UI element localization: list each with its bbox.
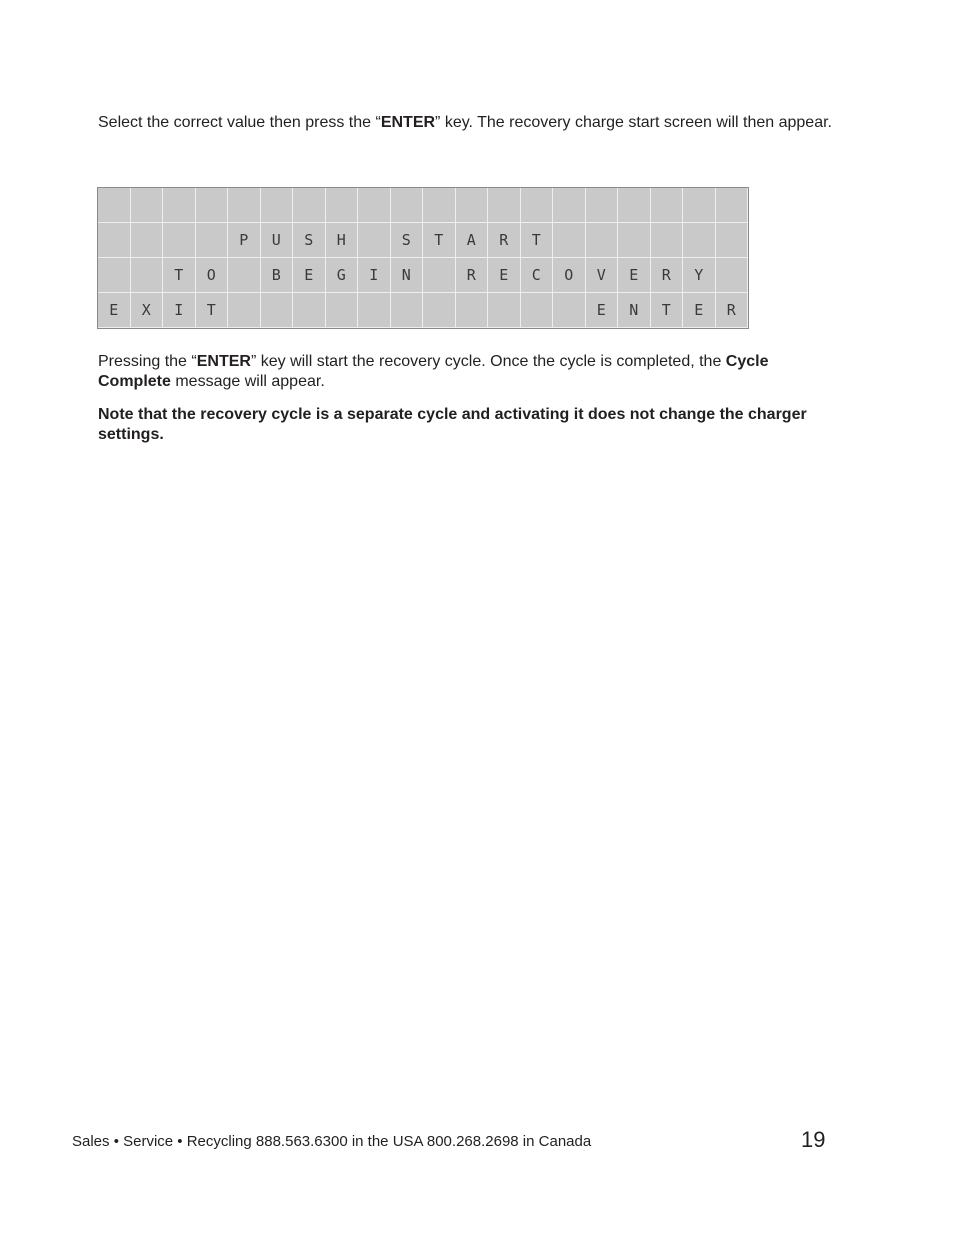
- lcd-char-cell: E: [488, 258, 521, 293]
- intro-text-after: ” key. The recovery charge start screen will then appear.: [435, 114, 832, 131]
- lcd-char-cell: [131, 258, 164, 293]
- lcd-char-cell: [196, 223, 229, 258]
- lcd-char-cell: S: [293, 223, 326, 258]
- lcd-char-cell: U: [261, 223, 294, 258]
- lcd-char-cell: [716, 223, 749, 258]
- lcd-char-cell: [131, 188, 164, 223]
- lcd-char-cell: [586, 188, 619, 223]
- page-number: 19: [801, 1127, 826, 1152]
- lcd-char-cell: E: [586, 293, 619, 328]
- lcd-char-cell: B: [261, 258, 294, 293]
- lcd-char-cell: I: [163, 293, 196, 328]
- lcd-char-cell: [228, 188, 261, 223]
- lcd-char-cell: [553, 293, 586, 328]
- note-paragraph: Note that the recovery cycle is a separate cycle and activating it does not change the charger settings.: [98, 406, 807, 443]
- lcd-char-cell: [423, 188, 456, 223]
- lcd-char-cell: O: [553, 258, 586, 293]
- lcd-char-cell: [716, 188, 749, 223]
- lcd-char-cell: Y: [683, 258, 716, 293]
- lcd-char-cell: T: [521, 223, 554, 258]
- cycle-complete-label: Cycle Complete: [98, 353, 769, 390]
- lcd-char-cell: [521, 188, 554, 223]
- lcd-char-cell: [651, 188, 684, 223]
- lcd-char-cell: [423, 293, 456, 328]
- lcd-char-cell: T: [163, 258, 196, 293]
- lcd-char-cell: [196, 188, 229, 223]
- lcd-char-cell: G: [326, 258, 359, 293]
- lcd-char-cell: [228, 258, 261, 293]
- lcd-char-cell: V: [586, 258, 619, 293]
- lcd-char-cell: [358, 223, 391, 258]
- lcd-char-cell: C: [521, 258, 554, 293]
- lcd-char-cell: [293, 293, 326, 328]
- lcd-char-cell: [326, 188, 359, 223]
- lcd-char-cell: S: [391, 223, 424, 258]
- pressing-enter-key: ENTER: [196, 353, 251, 370]
- lcd-char-cell: [261, 293, 294, 328]
- lcd-char-cell: [131, 223, 164, 258]
- intro-text-before: Select the correct value then press the “: [98, 114, 381, 131]
- lcd-char-cell: [98, 223, 131, 258]
- lcd-char-cell: E: [683, 293, 716, 328]
- lcd-char-cell: [358, 293, 391, 328]
- lcd-char-cell: [651, 223, 684, 258]
- lcd-char-cell: [163, 223, 196, 258]
- lcd-char-cell: [293, 188, 326, 223]
- lcd-char-cell: [488, 293, 521, 328]
- lcd-char-cell: X: [131, 293, 164, 328]
- lcd-char-cell: E: [98, 293, 131, 328]
- lcd-char-cell: R: [488, 223, 521, 258]
- lcd-char-cell: [618, 223, 651, 258]
- lcd-char-cell: [488, 188, 521, 223]
- lcd-char-cell: [98, 258, 131, 293]
- lcd-char-cell: E: [293, 258, 326, 293]
- pressing-text-before: Pressing the “: [98, 353, 197, 370]
- lcd-char-cell: T: [651, 293, 684, 328]
- lcd-display: [97, 187, 749, 329]
- lcd-char-cell: N: [618, 293, 651, 328]
- pressing-text-middle: ” key will start the recovery cycle. Once the cycle is completed, the: [250, 353, 726, 370]
- lcd-char-cell: [683, 223, 716, 258]
- lcd-char-cell: N: [391, 258, 424, 293]
- pressing-text-after: message will appear.: [170, 372, 325, 390]
- lcd-char-cell: [456, 188, 489, 223]
- lcd-char-cell: [553, 188, 586, 223]
- lcd-char-cell: O: [196, 258, 229, 293]
- lcd-char-cell: P: [228, 223, 261, 258]
- lcd-char-cell: R: [651, 258, 684, 293]
- lcd-char-cell: [553, 223, 586, 258]
- lcd-char-cell: T: [423, 223, 456, 258]
- lcd-char-cell: [521, 293, 554, 328]
- lcd-char-cell: [391, 293, 424, 328]
- lcd-char-cell: [618, 188, 651, 223]
- lcd-char-cell: A: [456, 223, 489, 258]
- lcd-char-cell: [423, 258, 456, 293]
- footer-contact: Sales • Service • Recycling 888.563.6300 in the USA 800.268.2698 in Canada: [72, 1133, 592, 1150]
- lcd-char-cell: R: [716, 293, 749, 328]
- pressing-paragraph: [98, 352, 838, 391]
- intro-paragraph: [98, 113, 838, 133]
- lcd-char-cell: T: [196, 293, 229, 328]
- lcd-char-cell: [716, 258, 749, 293]
- lcd-char-cell: [326, 293, 359, 328]
- lcd-char-cell: [586, 223, 619, 258]
- lcd-char-cell: [391, 188, 424, 223]
- intro-enter-key: ENTER: [380, 114, 436, 131]
- lcd-char-cell: R: [456, 258, 489, 293]
- lcd-char-cell: [98, 188, 131, 223]
- lcd-char-cell: [358, 188, 391, 223]
- lcd-char-cell: [261, 188, 294, 223]
- lcd-char-cell: [683, 188, 716, 223]
- lcd-char-cell: [456, 293, 489, 328]
- lcd-char-cell: [163, 188, 196, 223]
- lcd-char-cell: H: [326, 223, 359, 258]
- lcd-char-cell: I: [358, 258, 391, 293]
- lcd-char-cell: [228, 293, 261, 328]
- lcd-char-cell: E: [618, 258, 651, 293]
